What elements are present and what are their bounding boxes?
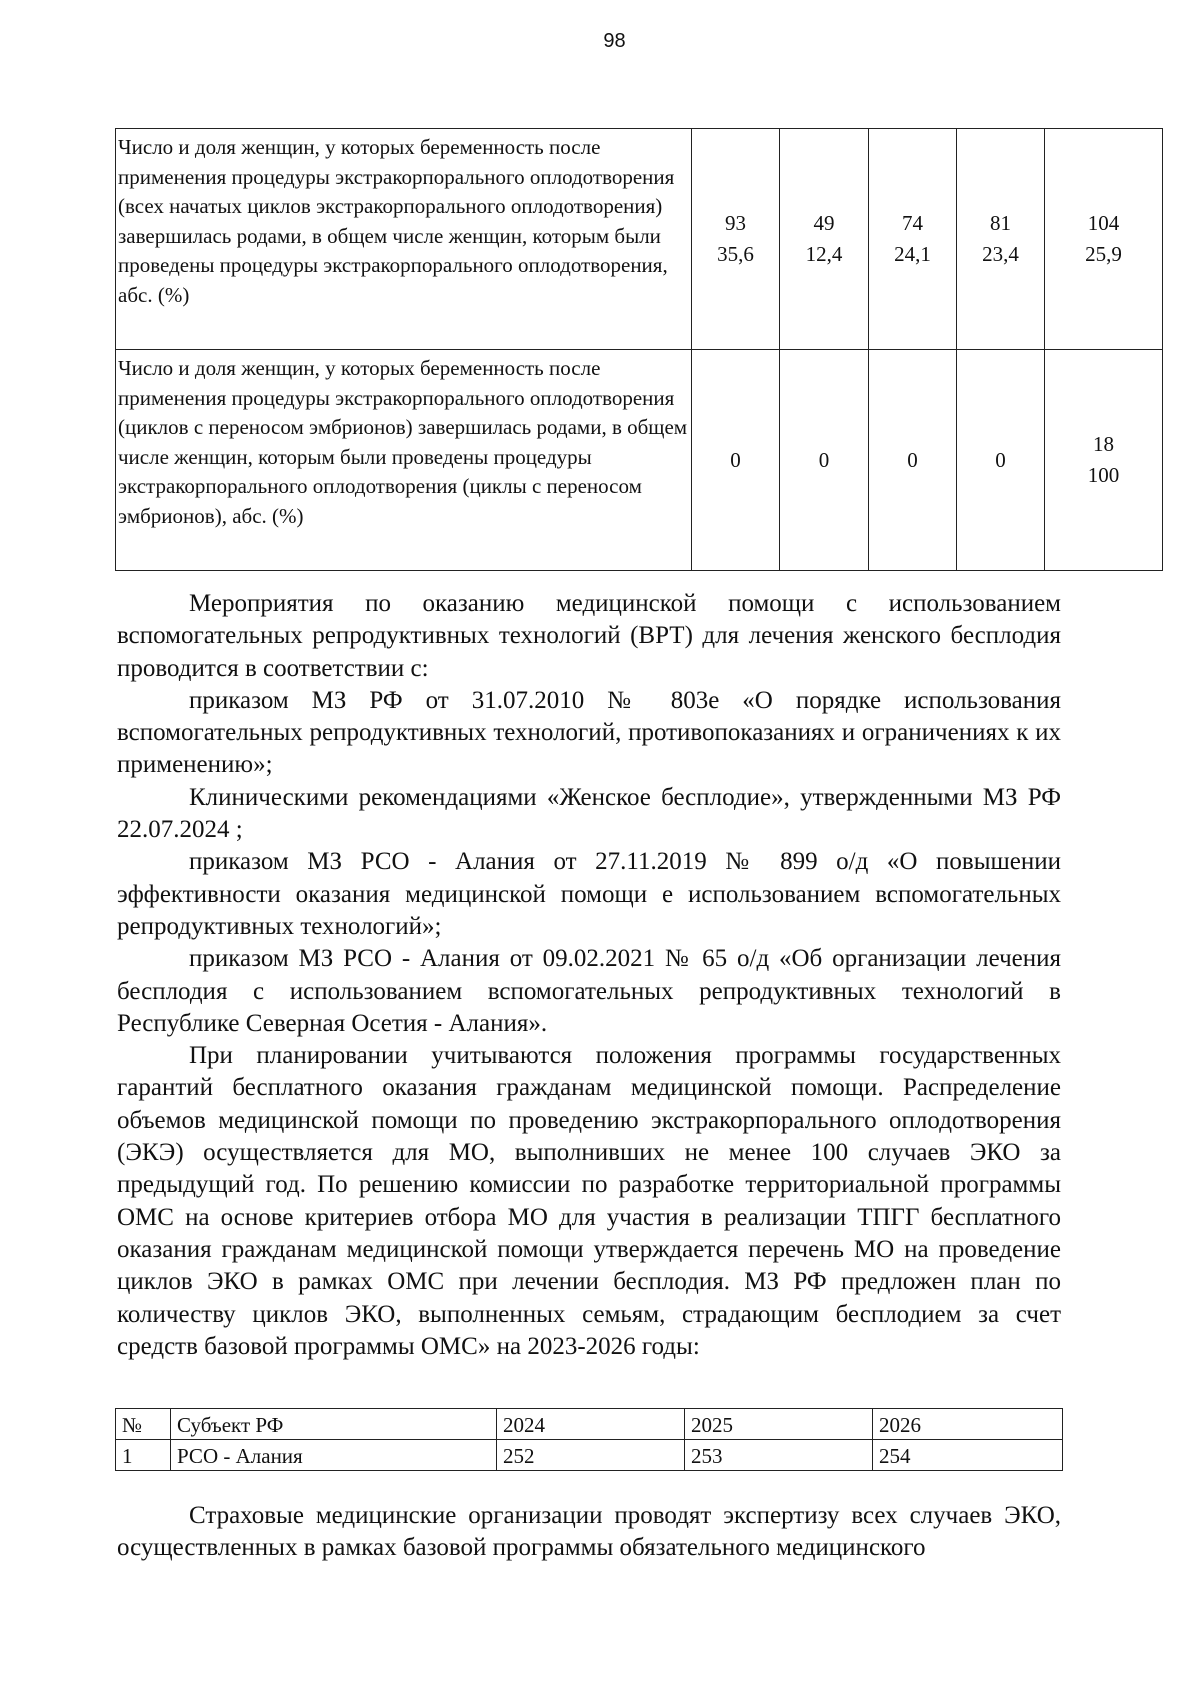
table-row: [116, 1440, 1063, 1471]
absolute-value: 0: [907, 447, 918, 472]
body-text: [117, 588, 1061, 1363]
paragraph: приказом МЗ РСО - Алания от 09.02.2021 № 65 о/д «Об организации лечения бесплодия с использованием вспомогательных репродуктивных технологий в Республике Северная Осетия - Алания».: [117, 945, 1061, 1037]
paragraph: приказом МЗ РФ от 31.07.2010 № 803е «О порядке использования вспомогательных репродуктивных технологий, противопоказаниях и ограничениях к их применению»;: [117, 686, 1061, 779]
indicator-value-cell: [780, 350, 869, 571]
table-cell: 254: [873, 1440, 1063, 1471]
absolute-value: 18: [1093, 432, 1114, 456]
percent-value: 100: [1087, 463, 1120, 487]
indicator-value-cell: [780, 129, 869, 350]
indicator-value-cell: [869, 350, 957, 571]
column-header: Субъект РФ: [171, 1409, 497, 1440]
absolute-value: 93: [725, 211, 746, 235]
indicator-value-cell: [1045, 350, 1163, 571]
closing-text: [117, 1500, 1061, 1565]
table-cell: 252: [497, 1440, 685, 1471]
indicator-value-cell: [957, 350, 1045, 571]
indicator-value-cell: [869, 129, 957, 350]
percent-value: 25,9: [1085, 242, 1122, 266]
indicator-value-cell: [957, 129, 1045, 350]
paragraph: Мероприятия по оказанию медицинской помощи с использованием вспомогательных репродуктивных технологий (ВРТ) для лечения женского бесплодия проводится в соответствии с:: [117, 590, 1061, 682]
paragraph: Страховые медицинские организации проводят экспертизу всех случаев ЭКО, осуществленных в рамках базовой программы обязательного медицинского: [117, 1502, 1061, 1562]
table-row: [116, 129, 1163, 350]
page-number: 98: [603, 30, 626, 52]
table-cell: 1: [116, 1440, 171, 1471]
table-header-row: [116, 1409, 1063, 1440]
percent-value: 12,4: [805, 242, 843, 266]
indicator-value-cell: [1045, 129, 1163, 350]
table-cell: РСО - Алания: [171, 1440, 497, 1471]
percent-value: 23,4: [982, 242, 1019, 266]
indicator-description: Число и доля женщин, у которых беременность после применения процедуры экстракорпорального оплодотворения (циклов с переносом эмбрионов) завершилась родами, в общем числе женщин, которым были проведены процедуры экстракорпорального оплодотворения (циклы с переносом эмбрионов), абс. (%): [116, 350, 692, 571]
absolute-value: 104: [1087, 211, 1120, 235]
paragraph: приказом МЗ РСО - Алания от 27.11.2019 № 899 о/д «О повышении эффективности оказания медицинской помощи е использованием вспомогательных репродуктивных технологий»;: [117, 848, 1061, 940]
paragraph: Клиническими рекомендациями «Женское бесплодие», утвержденными МЗ РФ 22.07.2024 ;: [117, 783, 1061, 844]
indicator-description: Число и доля женщин, у которых беременность после применения процедуры экстракорпорального оплодотворения (всех начатых циклов экстракорпорального оплодотворения) завершилась родами, в общем числе женщин, которым были проведены процедуры экстракорпорального оплодотворения, абс. (%): [116, 129, 692, 350]
column-header: 2025: [685, 1409, 873, 1440]
absolute-value: 74: [902, 211, 923, 235]
indicator-value-cell: [692, 350, 780, 571]
column-header: 2026: [873, 1409, 1063, 1440]
table-row: [116, 350, 1163, 571]
indicator-value-cell: [692, 129, 780, 350]
absolute-value: 49: [813, 211, 835, 235]
absolute-value: 0: [995, 447, 1006, 472]
column-header: 2024: [497, 1409, 685, 1440]
absolute-value: 81: [990, 211, 1011, 235]
eco-plan-table: [115, 1408, 1063, 1471]
paragraph: При планировании учитываются положения программы государственных гарантий бесплатного оказания гражданам медицинской помощи. Распределение объемов медицинской помощи по проведению экстракорпорального оплодотворения (ЭКЭ) осуществляется для МО, выполнивших не менее 100 случаев ЭКО за предыдущий год. По решению комиссии по разработке территориальной программы ОМС на основе критериев отбора МО для участия в реализации ТПГГ бесплатного оказания гражданам медицинской помощи утверждается перечень МО на проведение циклов ЭКО в рамках ОМС при лечении бесплодия. МЗ РФ предложен план по количеству циклов ЭКО, выполненных семьям, страдающим бесплодием за счет средств базовой программы ОМС» на 2023-2026 годы:: [117, 1042, 1061, 1360]
percent-value: 24,1: [894, 242, 931, 266]
absolute-value: 0: [730, 447, 741, 472]
table-cell: 253: [685, 1440, 873, 1471]
indicators-table: [115, 128, 1163, 571]
absolute-value: 0: [818, 447, 830, 472]
percent-value: 35,6: [717, 242, 754, 266]
column-header: №: [116, 1409, 171, 1440]
